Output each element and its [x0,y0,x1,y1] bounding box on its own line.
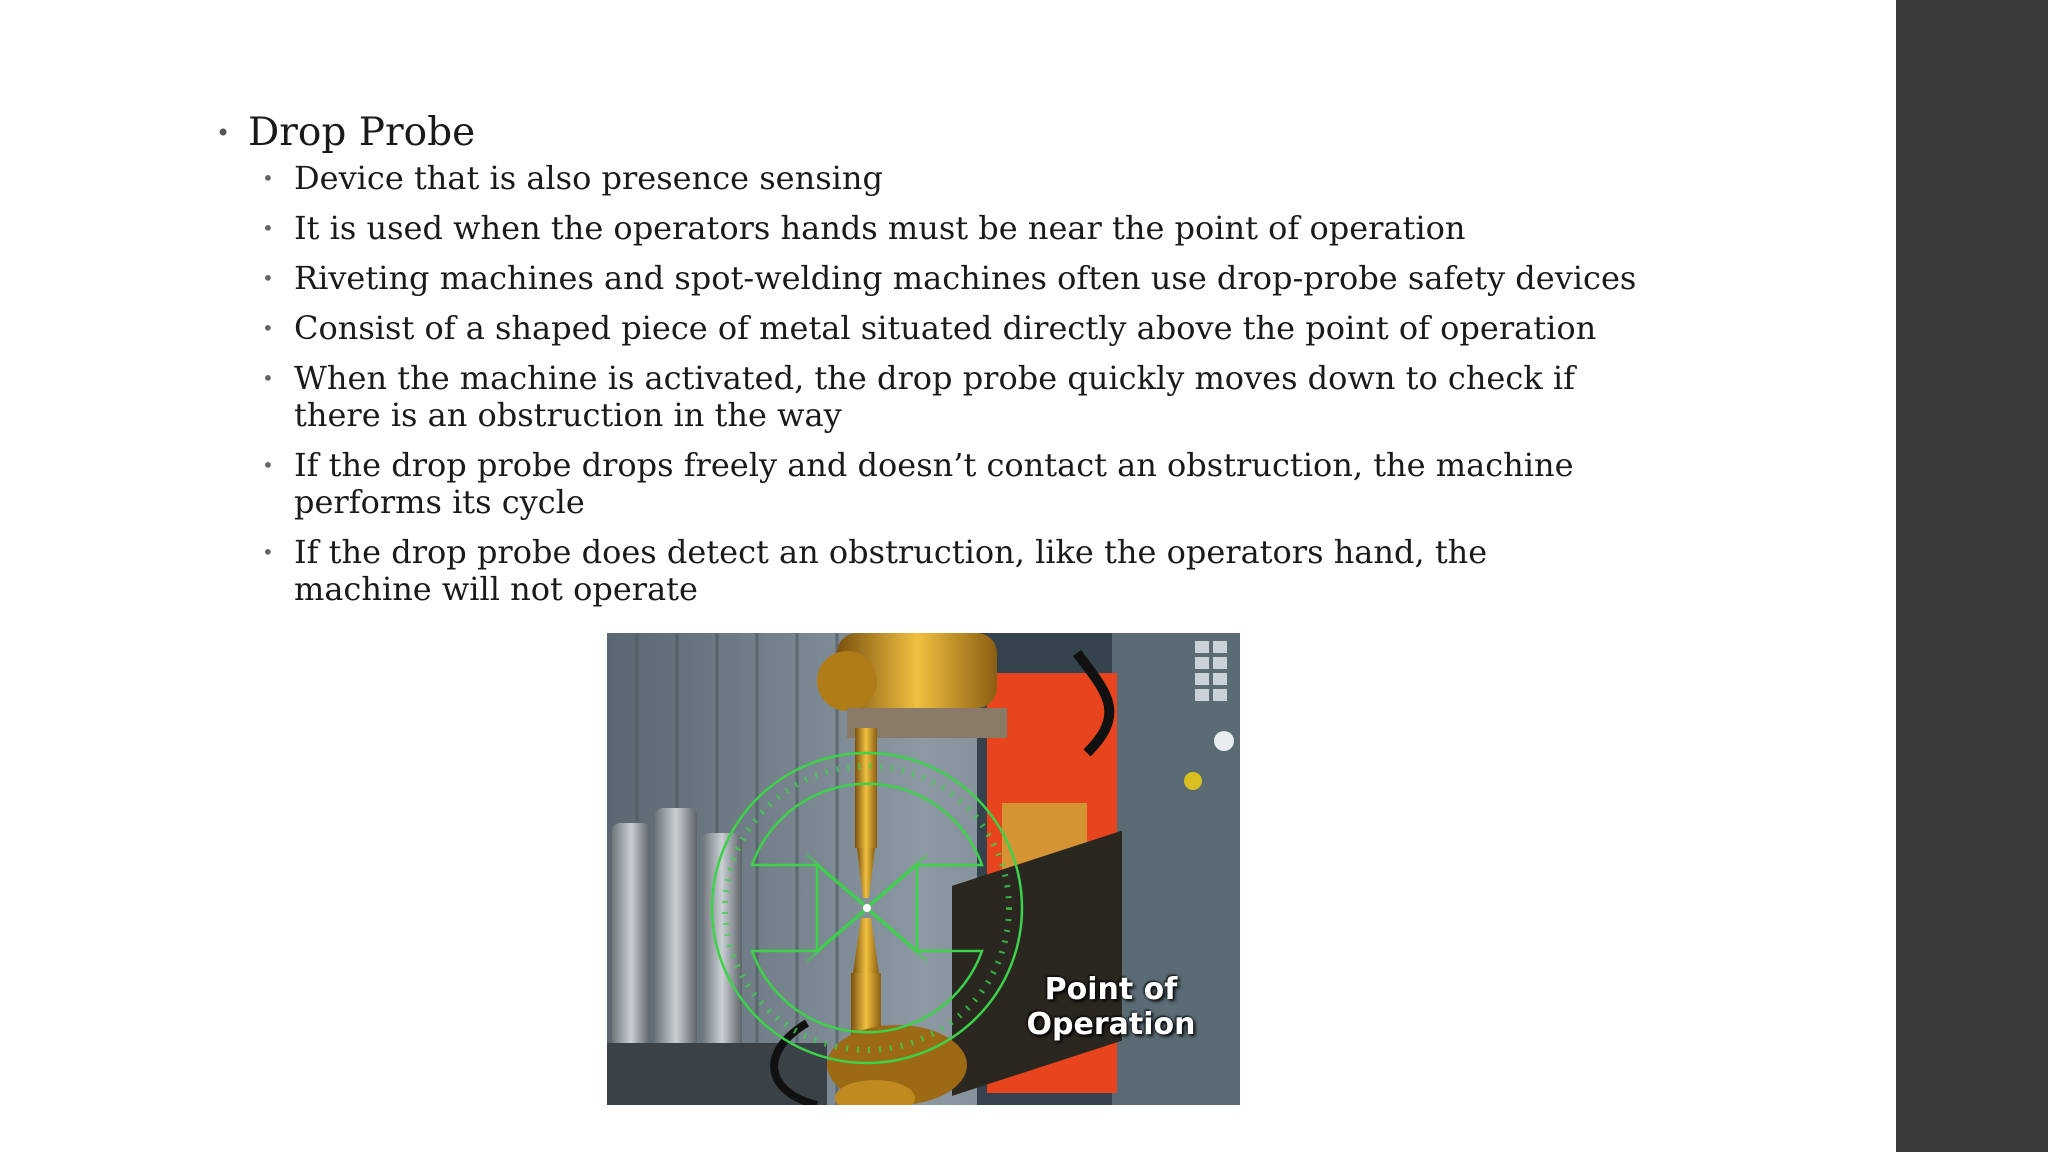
bullet-item: • Consist of a shaped piece of metal situated directly above the point of operation [210,310,1850,347]
bullet-item: • If the drop probe drops freely and doesn’t contact an obstruction, the machine performs its cycle [210,447,1584,521]
caption-line-2: Operation [1026,1007,1196,1042]
slide-side-bar [1896,0,2048,1152]
slide-content [210,106,1850,621]
bullet-item: • Device that is also presence sensing [210,160,1850,197]
caption-line-1: Point of [1044,972,1178,1007]
bullet-item: • If the drop probe does detect an obstruction, like the operators hand, the machine will not operate [210,534,1584,608]
bullet-item: • It is used when the operators hands must be near the point of operation [210,210,1850,247]
slide-heading: • Drop Probe [210,106,1850,160]
bullet-item: • Riveting machines and spot-welding machines often use drop-probe safety devices [210,260,1850,297]
bullet-item: • When the machine is activated, the drop probe quickly moves down to check if there is an obstruction in the way [210,360,1584,434]
bullet-list [210,160,1850,608]
point-of-operation-caption [1016,972,1206,1042]
